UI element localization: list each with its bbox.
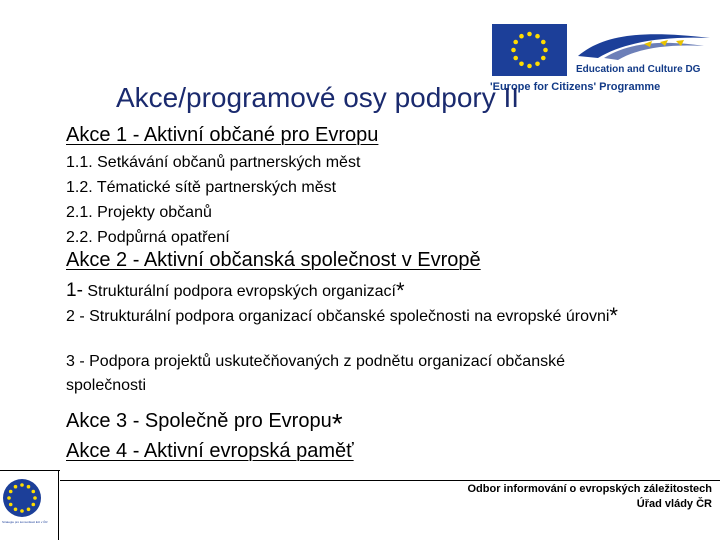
eu-flag-logo [492,24,567,76]
item-number: 1- [66,280,83,301]
action2-item2 [66,302,626,329]
dg-swoosh-logo [574,28,714,64]
item-text: Strukturální podpora evropských organizací [87,283,396,300]
footer-divider [60,480,720,481]
list-item: 1.2. Tématické sítě partnerských měst [66,179,337,196]
action1-heading: Akce 1 - Aktivní občané pro Evropu [66,124,379,146]
action3 [66,402,343,439]
action1-list [66,150,360,250]
list-item: 1.1. Setkávání občanů partnerských měst [66,154,361,171]
dg-label: Education and Culture DG [576,64,701,75]
footer-line1: Odbor informování o evropských záležitostech [467,483,712,495]
list-item: 2.1. Projekty občanů [66,204,212,221]
asterisk: * [609,303,618,328]
action3-heading: Akce 3 - Společně pro Evropu [66,410,332,432]
footer-credit [468,482,713,512]
action4-heading: Akce 4 - Aktivní evropská paměť [66,440,354,462]
action2-item3 [66,350,626,398]
list-item: 2.2. Podpůrná opatření [66,229,230,246]
eu-stars-icon [492,24,567,76]
footer-logo-caption: Strategie pro komunikaci EU v ČR [2,520,48,524]
programme-label: 'Europe for Citizens' Programme [490,81,661,93]
footer-divider-left [0,470,60,471]
page-title: Akce/programové osy podpory II [116,82,520,113]
item-text: 2 - Strukturální podpora organizací občanské společnosti na evropské úrovni [66,308,610,325]
asterisk: * [395,278,405,303]
item-text: 3 - Podpora projektů uskutečňovaných z podnětu organizací občanské společnosti [66,353,565,394]
footer-line2: Úřad vlády ČR [636,498,712,510]
action2-heading: Akce 2 - Aktivní občanská společnost v Evropě [66,249,481,271]
footer-eu-logo [2,478,42,518]
footer-divider-vertical [58,470,59,540]
action2-item1 [66,276,405,302]
asterisk: * [331,408,343,439]
